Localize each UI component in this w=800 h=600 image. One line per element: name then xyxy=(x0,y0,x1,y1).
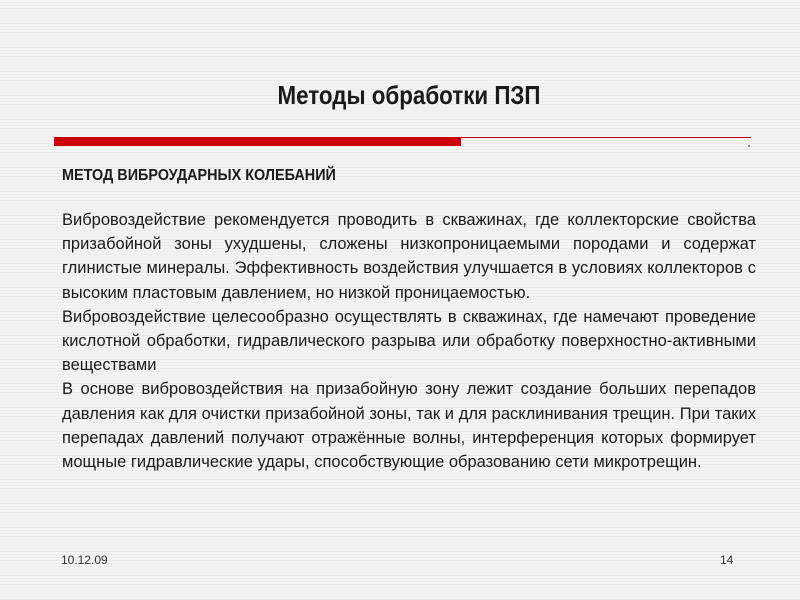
title-rule-thick xyxy=(54,138,461,146)
paragraph-3: В основе вибровоздействия на призабойную зону лежит создание больших перепадов давления как для очистки призабойной зоны, так и для расклинивания трещин. При таких перепадах давлений получают отражённые волны, интерференция которых формирует мощные гидравлические удары, способствующие образованию сети микротрещин. xyxy=(62,380,756,472)
title-rule-dot xyxy=(748,145,750,147)
footer-date: 10.12.09 xyxy=(61,553,108,567)
paragraph-1: Вибровоздействие рекомендуется проводить в скважинах, где коллекторские свойства призабойной зоны ухудшены, сложены низкопроницаемыми породами и содержат глинистые минералы. Эффективность воздействия улучшается в условиях коллекторов с высоким пластовым давлением, но низкой проницаемостью. xyxy=(62,211,756,302)
slide-title: Методы обработки ПЗП xyxy=(277,80,541,110)
slide-content xyxy=(62,167,756,474)
paragraph-2: Вибровоздействие целесообразно осуществлять в скважинах, где намечают проведение кислотной обработки, гидравлического разрыва или обработку поверхностно-активными веществами xyxy=(62,307,756,375)
section-heading: МЕТОД ВИБРОУДАРНЫХ КОЛЕБАНИЙ xyxy=(62,167,336,184)
footer-page-number: 14 xyxy=(720,553,734,567)
